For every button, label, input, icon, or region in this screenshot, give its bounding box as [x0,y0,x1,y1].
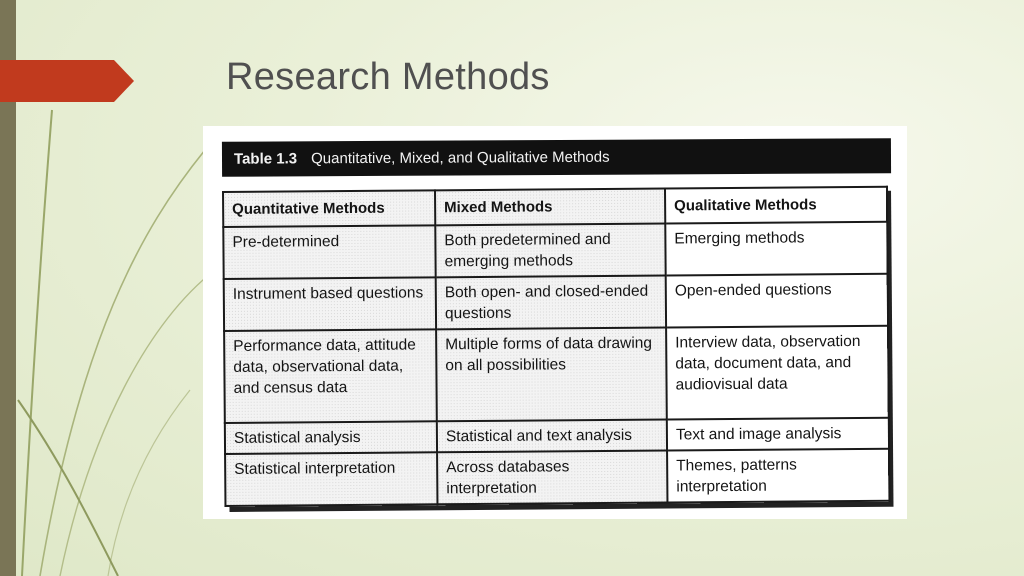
table-row [224,274,888,331]
header-qualitative: Qualitative Methods [665,187,887,224]
table-cell: Interview data, observation data, document data, and audiovisual data [666,326,889,420]
table-cell: Performance data, attitude data, observational data, and census data [224,329,437,423]
table-header-row [223,187,887,227]
table-cell: Statistical analysis [225,421,437,454]
header-mixed: Mixed Methods [435,189,665,226]
table-cell: Instrument based questions [224,277,436,331]
table-row [224,326,889,423]
table-cell: Themes, patterns interpretation [667,449,889,503]
table-cell: Both predetermined and emerging methods [435,224,665,278]
title-accent-arrow [0,60,134,102]
table-cell: Pre-determined [223,225,435,279]
table-cell: Emerging methods [665,222,887,276]
table-cell: Statistical interpretation [225,452,437,506]
table-cell: Text and image analysis [667,418,889,451]
table-cell: Both open- and closed-ended questions [436,276,666,330]
scanned-table-image [203,126,907,519]
table-caption: Quantitative, Mixed, and Qualitative Methods [311,148,610,168]
table-label: Table 1.3 [233,150,298,168]
table-row [225,449,889,506]
table-cell: Across databases interpretation [437,451,667,505]
table-row [223,222,887,279]
table-cell: Open-ended questions [666,274,888,328]
methods-table-wrapper [222,186,888,507]
table-caption-bar [222,138,891,177]
table-cell: Statistical and text analysis [437,420,667,453]
methods-table [222,186,890,507]
table-cell: Multiple forms of data drawing on all possibilities [436,328,667,422]
header-quantitative: Quantitative Methods [223,190,435,227]
slide-title: Research Methods [226,56,550,98]
